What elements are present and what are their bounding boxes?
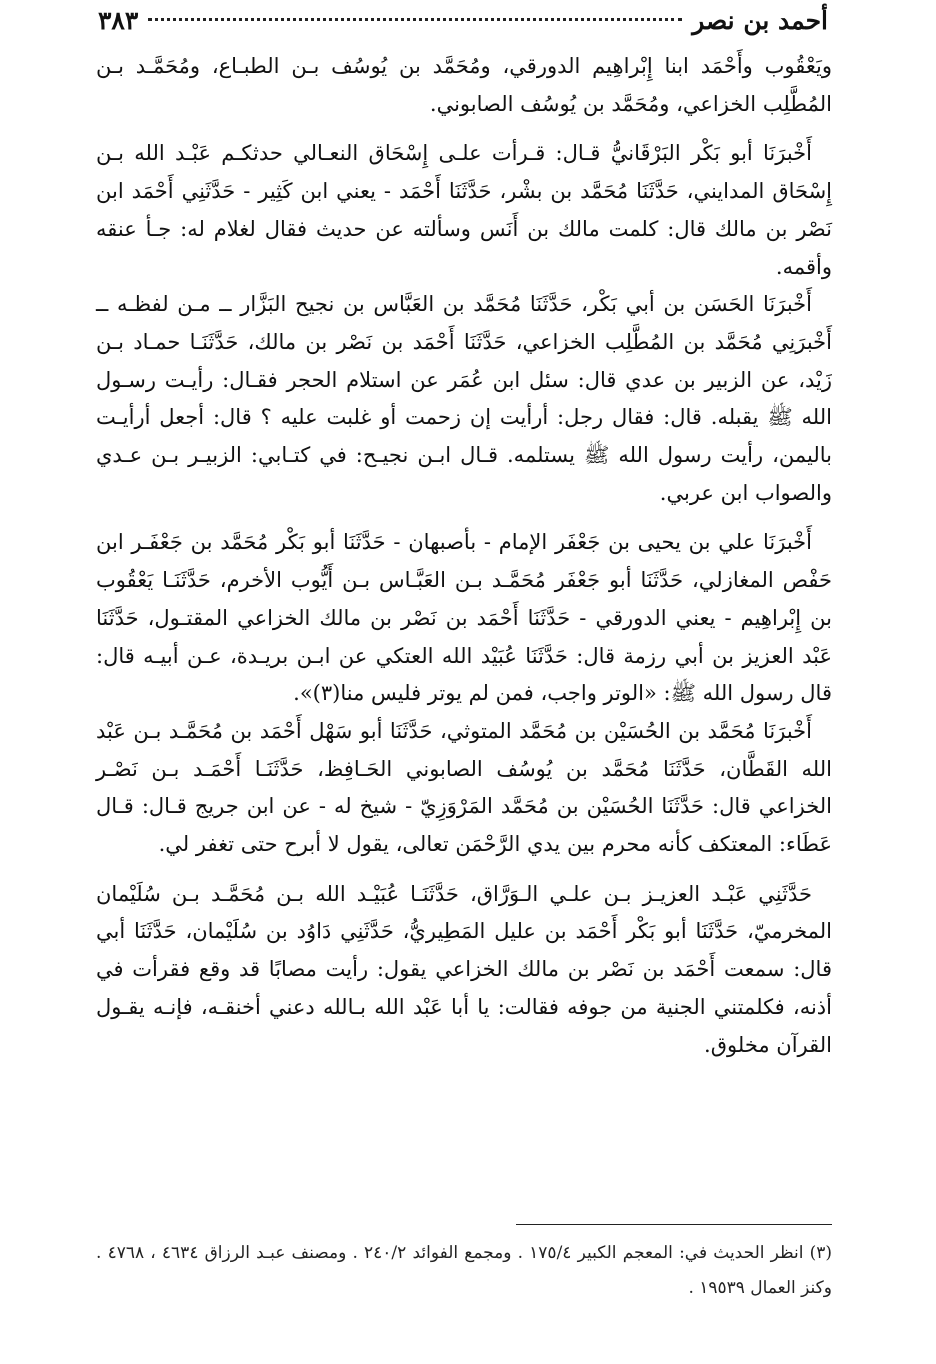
page-number: ٣٨٣: [98, 6, 139, 35]
header-title: أحمد بن نصر: [692, 6, 828, 35]
running-header: [98, 6, 828, 42]
footnote-divider: [516, 1224, 832, 1225]
footnote-3: (٣) انظر الحديث في: المعجم الكبير ١٧٥/٤ . ومجمع الفوائد ٢٤٠/٢ . ومصنف عبـد الرزاق ٤٦٣٤ ، ٤٧٦٨ . وكنز العمال ١٩٥٣٩ .: [96, 1243, 832, 1298]
paragraph-itikaf-narration: أَخْبرَنَا مُحَمَّد بن الحُسَيْن بن مُحَمَّد المتوثي، حَدَّثَنَا أبو سَهْل أَحْمَد بن مُحَمَّـد بـن عَبْد الله القَطَّان، حَدَّثَنَا مُحَمَّد بن يُوسُف الصابوني الحَـافِظ، حَدَّثَنَـا أَحْمَـد بـن نَصْـر الخزاعي قال: حَدَّثَنَا الحُسَيْن بن مُحَمَّد المَرْوَزِيّ - شيخ له - عن ابن جريج قـال: قـال عَطَاء: المعتكف كأنه محرم بين يدي الرَّحْمَن تعالى، يقول لا أبرح حتى تغفر لي.: [96, 718, 832, 857]
paragraph-witr-narration: أَخْبرَنَا علي بن يحيى بن جَعْفَر الإمام - بأصبهان - حَدَّثَنَا أبو بَكْر مُحَمَّد بن جَعْفَـر ابن حَفْص المغازلي، حَدَّثَنَا أبو جَعْفَر مُحَمَّـد بـن العَبَّـاس بـن أَيُّوب الأخرم، حَدَّثَنَـا يَعْقُوب بن إِبْراهِيم - يعني الدورقي - حَدَّثَنَا أَحْمَد بن نَصْر بن مالك الخزاعي المقتـول، حَدَّثَنَا عَبْد العزيز بن أبي رزمة قال: حَدَّثَنَا عُبَيْد الله العتكي عن ابـن بريـدة، عـن أبيـه قال: قال رسول الله ﷺ: «الوتر واجب، فمن لم يوتر فليس منا(٣)».: [96, 530, 832, 706]
main-text: [96, 48, 832, 1064]
footnote-section: [96, 1236, 832, 1306]
paragraph-continuation: ويَعْقُوب وأَحْمَد ابنا إِبْراهِيم الدورقي، ومُحَمَّد بن يُوسُف بـن الطبـاع، ومُحَمَّـد بـن المُطَّلِب الخزاعي، ومُحَمَّد بن يُوسُف الصابوني.: [96, 54, 832, 116]
header-dot-leader: [148, 18, 682, 21]
paragraph-hajar-narration: أَخْبرَنَا الحَسَن بن أبي بَكْر، حَدَّثَنَا مُحَمَّد بن العَبَّاس بن نجيح البَزَّار ــ مـن لفظـه ــ أَخْبرَنِي مُحَمَّد بن المُطَّلِب الخزاعي، حَدَّثَنَا أَحْمَد بن نَصْر بن مالك، حَدَّثَنَـا حمـاد بـن زَيْد، عن الزبير بن عدي قال: سئل ابن عُمَر عن استلام الحجر فقـال: رأيـت رسـول الله ﷺ يقبله. قال: فقال رجل: أرأيت إن زحمت أو غلبت عليه ؟ قال: أجعل أرأيـت باليمن، رأيت رسول الله ﷺ يستلمه. قـال ابـن نجيـح: في كتـابي: الزبيـر بـن عـدي والصواب ابن عربي.: [96, 292, 832, 505]
paragraph-barqani-narration: أَخْبرَنَا أبو بَكْر البَرْقَانيُّ قـال: قـرأت علـى إِسْحَاق النعـالي حدثكـم عَبْـد الله بـن إِسْحَاق المدايني، حَدَّثَنَا مُحَمَّد بن بشْر، حَدَّثَنَا أَحْمَد - يعني ابن كَثِير - حَدَّثَنِي أَحْمَد ابن نَصْر بن مالك قال: كلمت مالك بن أَنَس وسألته عن حديث فقال لغلام له: جـأ عنقه وأقمه.: [96, 141, 832, 279]
paragraph-quran-narration: حَدَّثَنِي عَبْـد العزيـز بـن علـي الـوَرَّاق، حَدَّثَنَـا عُبَيْـد الله بـن مُحَمَّـد بـن سُلَيْمان المخرميّ، حَدَّثَنَا أبو بَكْر أَحْمَد بن عليل المَطِيريُّ، حَدَّثَنِي دَاوُد بن سُلَيْمان، حَدَّثَنَا أبي قال: سمعت أَحْمَد بن نَصْر بن مالك الخزاعي يقول: رأيت مصابًا قد وقع فقرأت في أذنه، فكلمتني الجنية من جوفه فقالت: يا أبا عَبْد الله بـالله دعني أخنقـه، فإنـه يقـول القرآن مخلوق.: [96, 881, 832, 1057]
